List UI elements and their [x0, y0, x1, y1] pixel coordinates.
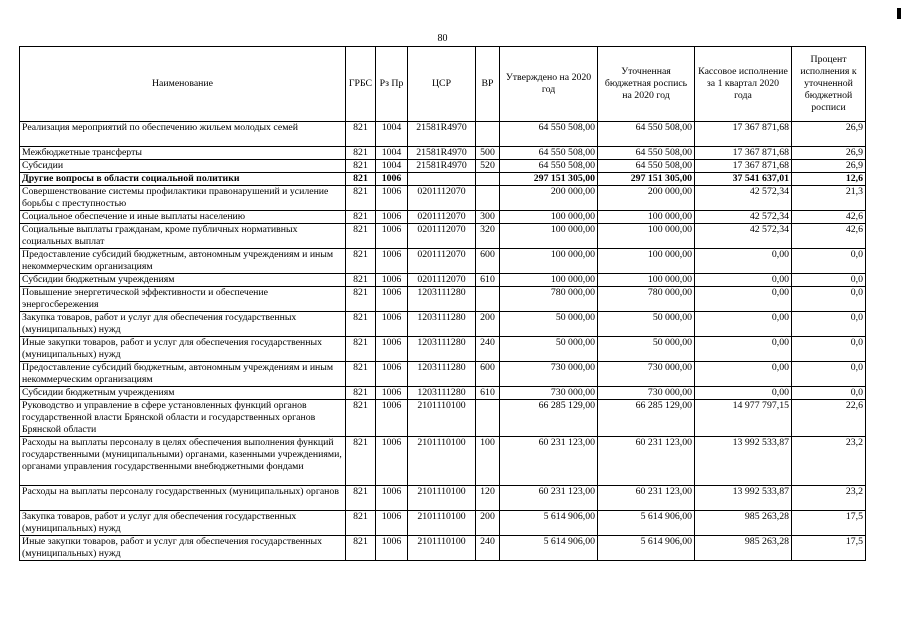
- cell-csr: 2101110100: [408, 400, 476, 437]
- cell-cash: 0,00: [695, 287, 792, 312]
- cell-percent: 26,9: [792, 147, 866, 160]
- cell-vr: 520: [476, 160, 500, 173]
- col-header-csr: ЦСР: [408, 47, 476, 122]
- cell-vr: [476, 122, 500, 147]
- table-row: [20, 173, 866, 186]
- cell-vr: 500: [476, 147, 500, 160]
- col-header-refined: Уточненная бюджетная роспись на 2020 год: [598, 47, 695, 122]
- cell-cash: 17 367 871,68: [695, 147, 792, 160]
- cell-name: Руководство и управление в сфере установленных функций органов государственной власти Брянской области и государственных органов Брянской области: [20, 400, 346, 437]
- cell-refined: 60 231 123,00: [598, 486, 695, 511]
- cell-rzpr: 1006: [376, 486, 408, 511]
- cell-approved: 60 231 123,00: [500, 437, 598, 486]
- cell-rzpr: 1006: [376, 387, 408, 400]
- cell-cash: 0,00: [695, 337, 792, 362]
- cell-approved: 50 000,00: [500, 337, 598, 362]
- cell-csr: 0201112070: [408, 224, 476, 249]
- cell-cash: 42 572,34: [695, 186, 792, 211]
- cell-percent: 26,9: [792, 122, 866, 147]
- cell-csr: 2101110100: [408, 511, 476, 536]
- table-row: [20, 312, 866, 337]
- cell-rzpr: 1006: [376, 287, 408, 312]
- cell-percent: 23,2: [792, 486, 866, 511]
- cell-refined: 100 000,00: [598, 211, 695, 224]
- cell-name: Расходы на выплаты персоналу государственных (муниципальных) органов: [20, 486, 346, 511]
- cell-name: Расходы на выплаты персоналу в целях обеспечения выполнения функций государственными (муниципальными) органами, казенными учреждениями, органами управления государственными внебюджетными фондами: [20, 437, 346, 486]
- cell-grbs: 821: [346, 211, 376, 224]
- cell-csr: 1203111280: [408, 362, 476, 387]
- cell-vr: [476, 287, 500, 312]
- col-header-rzpr: Рз Пр: [376, 47, 408, 122]
- cell-refined: 200 000,00: [598, 186, 695, 211]
- cell-name: Субсидии бюджетным учреждениям: [20, 274, 346, 287]
- cell-csr: 21581R4970: [408, 122, 476, 147]
- cell-vr: 600: [476, 249, 500, 274]
- cell-approved: 730 000,00: [500, 387, 598, 400]
- cell-grbs: 821: [346, 312, 376, 337]
- cell-csr: 0201112070: [408, 249, 476, 274]
- cell-refined: 730 000,00: [598, 387, 695, 400]
- cell-cash: 0,00: [695, 274, 792, 287]
- cell-rzpr: 1006: [376, 536, 408, 561]
- cell-cash: 0,00: [695, 312, 792, 337]
- cell-rzpr: 1004: [376, 122, 408, 147]
- col-header-vr: ВР: [476, 47, 500, 122]
- cell-csr: 0201112070: [408, 186, 476, 211]
- cell-csr: 1203111280: [408, 387, 476, 400]
- cell-approved: 780 000,00: [500, 287, 598, 312]
- cell-grbs: 821: [346, 387, 376, 400]
- cell-rzpr: 1006: [376, 337, 408, 362]
- cell-vr: [476, 173, 500, 186]
- cell-csr: 21581R4970: [408, 147, 476, 160]
- cell-cash: 0,00: [695, 387, 792, 400]
- cell-name: Социальное обеспечение и иные выплаты населению: [20, 211, 346, 224]
- cell-cash: 985 263,28: [695, 511, 792, 536]
- cell-refined: 64 550 508,00: [598, 147, 695, 160]
- cell-cash: 13 992 533,87: [695, 486, 792, 511]
- cell-refined: 5 614 906,00: [598, 511, 695, 536]
- cell-rzpr: 1006: [376, 312, 408, 337]
- cell-cash: 17 367 871,68: [695, 160, 792, 173]
- cell-percent: 0,0: [792, 274, 866, 287]
- cell-rzpr: 1006: [376, 274, 408, 287]
- table-row: [20, 274, 866, 287]
- cell-grbs: 821: [346, 437, 376, 486]
- table-row: [20, 486, 866, 511]
- cell-name: Субсидии бюджетным учреждениям: [20, 387, 346, 400]
- cell-grbs: 821: [346, 400, 376, 437]
- cell-csr: 1203111280: [408, 312, 476, 337]
- cell-vr: 120: [476, 486, 500, 511]
- table-row: [20, 437, 866, 486]
- cell-vr: 610: [476, 387, 500, 400]
- table-row: [20, 387, 866, 400]
- cell-name: Социальные выплаты гражданам, кроме публичных нормативных социальных выплат: [20, 224, 346, 249]
- cell-refined: 100 000,00: [598, 274, 695, 287]
- cell-name: Совершенствование системы профилактики правонарушений и усиление борьбы с преступностью: [20, 186, 346, 211]
- cell-name: Повышение энергетической эффективности и обеспечение энергосбережения: [20, 287, 346, 312]
- table-row: [20, 122, 866, 147]
- cell-rzpr: 1006: [376, 211, 408, 224]
- cell-csr: 1203111280: [408, 287, 476, 312]
- cell-name: Иные закупки товаров, работ и услуг для обеспечения государственных (муниципальных) нужд: [20, 536, 346, 561]
- scan-edge-mark: [897, 8, 901, 19]
- col-header-approved: Утверждено на 2020 год: [500, 47, 598, 122]
- cell-percent: 0,0: [792, 337, 866, 362]
- cell-vr: 320: [476, 224, 500, 249]
- cell-refined: 50 000,00: [598, 337, 695, 362]
- cell-grbs: 821: [346, 249, 376, 274]
- cell-rzpr: 1006: [376, 186, 408, 211]
- cell-approved: 64 550 508,00: [500, 122, 598, 147]
- cell-csr: 0201112070: [408, 274, 476, 287]
- cell-approved: 200 000,00: [500, 186, 598, 211]
- cell-cash: 14 977 797,15: [695, 400, 792, 437]
- cell-vr: [476, 186, 500, 211]
- cell-refined: 730 000,00: [598, 362, 695, 387]
- cell-vr: 610: [476, 274, 500, 287]
- cell-approved: 297 151 305,00: [500, 173, 598, 186]
- cell-csr: 2101110100: [408, 536, 476, 561]
- cell-refined: 60 231 123,00: [598, 437, 695, 486]
- cell-rzpr: 1006: [376, 249, 408, 274]
- table-row: [20, 362, 866, 387]
- page-number: 80: [437, 33, 448, 44]
- cell-approved: 50 000,00: [500, 312, 598, 337]
- cell-vr: 240: [476, 536, 500, 561]
- cell-refined: 66 285 129,00: [598, 400, 695, 437]
- col-header-percent: Процент исполнения к уточненной бюджетной росписи: [792, 47, 866, 122]
- cell-percent: 0,0: [792, 287, 866, 312]
- cell-approved: 100 000,00: [500, 224, 598, 249]
- cell-grbs: 821: [346, 186, 376, 211]
- cell-name: Другие вопросы в области социальной политики: [20, 173, 346, 186]
- table-row: [20, 287, 866, 312]
- cell-percent: 0,0: [792, 249, 866, 274]
- cell-vr: 600: [476, 362, 500, 387]
- cell-name: Иные закупки товаров, работ и услуг для обеспечения государственных (муниципальных) нужд: [20, 337, 346, 362]
- cell-csr: 2101110100: [408, 486, 476, 511]
- cell-approved: 66 285 129,00: [500, 400, 598, 437]
- cell-percent: 26,9: [792, 160, 866, 173]
- cell-grbs: 821: [346, 287, 376, 312]
- cell-cash: 13 992 533,87: [695, 437, 792, 486]
- cell-approved: 64 550 508,00: [500, 147, 598, 160]
- cell-grbs: 821: [346, 173, 376, 186]
- budget-table: [19, 46, 866, 561]
- cell-name: Субсидии: [20, 160, 346, 173]
- col-header-name: Наименование: [20, 47, 346, 122]
- cell-percent: 0,0: [792, 387, 866, 400]
- cell-rzpr: 1006: [376, 362, 408, 387]
- table-row: [20, 536, 866, 561]
- cell-grbs: 821: [346, 511, 376, 536]
- cell-vr: 240: [476, 337, 500, 362]
- cell-approved: 100 000,00: [500, 249, 598, 274]
- cell-name: Межбюджетные трансферты: [20, 147, 346, 160]
- cell-approved: 60 231 123,00: [500, 486, 598, 511]
- cell-csr: 1203111280: [408, 337, 476, 362]
- cell-csr: 2101110100: [408, 437, 476, 486]
- table-row: [20, 337, 866, 362]
- cell-percent: 23,2: [792, 437, 866, 486]
- cell-cash: 17 367 871,68: [695, 122, 792, 147]
- cell-rzpr: 1004: [376, 147, 408, 160]
- cell-grbs: 821: [346, 122, 376, 147]
- table-header-row: [20, 47, 866, 122]
- cell-grbs: 821: [346, 147, 376, 160]
- cell-grbs: 821: [346, 160, 376, 173]
- cell-vr: 100: [476, 437, 500, 486]
- cell-name: Закупка товаров, работ и услуг для обеспечения государственных (муниципальных) нужд: [20, 511, 346, 536]
- cell-rzpr: 1006: [376, 173, 408, 186]
- cell-vr: [476, 400, 500, 437]
- table-row: [20, 400, 866, 437]
- cell-refined: 5 614 906,00: [598, 536, 695, 561]
- cell-rzpr: 1004: [376, 160, 408, 173]
- table-row: [20, 211, 866, 224]
- cell-rzpr: 1006: [376, 224, 408, 249]
- cell-vr: 200: [476, 511, 500, 536]
- cell-csr: [408, 173, 476, 186]
- cell-percent: 12,6: [792, 173, 866, 186]
- cell-name: Закупка товаров, работ и услуг для обеспечения государственных (муниципальных) нужд: [20, 312, 346, 337]
- cell-refined: 64 550 508,00: [598, 160, 695, 173]
- cell-rzpr: 1006: [376, 400, 408, 437]
- cell-approved: 5 614 906,00: [500, 536, 598, 561]
- cell-grbs: 821: [346, 224, 376, 249]
- cell-percent: 42,6: [792, 211, 866, 224]
- cell-name: Предоставление субсидий бюджетным, автономным учреждениям и иным некоммерческим организациям: [20, 362, 346, 387]
- cell-cash: 42 572,34: [695, 224, 792, 249]
- cell-cash: 0,00: [695, 362, 792, 387]
- cell-approved: 730 000,00: [500, 362, 598, 387]
- cell-refined: 100 000,00: [598, 224, 695, 249]
- cell-percent: 17,5: [792, 511, 866, 536]
- table-row: [20, 147, 866, 160]
- cell-cash: 985 263,28: [695, 536, 792, 561]
- cell-rzpr: 1006: [376, 437, 408, 486]
- cell-approved: 100 000,00: [500, 274, 598, 287]
- cell-rzpr: 1006: [376, 511, 408, 536]
- cell-grbs: 821: [346, 337, 376, 362]
- cell-name: Предоставление субсидий бюджетным, автономным учреждениям и иным некоммерческим организациям: [20, 249, 346, 274]
- cell-name: Реализация мероприятий по обеспечению жильем молодых семей: [20, 122, 346, 147]
- cell-csr: 21581R4970: [408, 160, 476, 173]
- cell-cash: 0,00: [695, 249, 792, 274]
- table-body: [20, 122, 866, 561]
- cell-cash: 37 541 637,01: [695, 173, 792, 186]
- cell-grbs: 821: [346, 536, 376, 561]
- cell-cash: 42 572,34: [695, 211, 792, 224]
- cell-percent: 17,5: [792, 536, 866, 561]
- cell-refined: 64 550 508,00: [598, 122, 695, 147]
- cell-percent: 42,6: [792, 224, 866, 249]
- table-row: [20, 186, 866, 211]
- cell-vr: 300: [476, 211, 500, 224]
- cell-grbs: 821: [346, 274, 376, 287]
- cell-grbs: 821: [346, 486, 376, 511]
- cell-approved: 100 000,00: [500, 211, 598, 224]
- cell-percent: 21,3: [792, 186, 866, 211]
- table-row: [20, 224, 866, 249]
- cell-vr: 200: [476, 312, 500, 337]
- table-row: [20, 249, 866, 274]
- col-header-cash: Кассовое исполнение за 1 квартал 2020 года: [695, 47, 792, 122]
- cell-percent: 22,6: [792, 400, 866, 437]
- table-row: [20, 511, 866, 536]
- cell-refined: 780 000,00: [598, 287, 695, 312]
- table-row: [20, 160, 866, 173]
- cell-approved: 64 550 508,00: [500, 160, 598, 173]
- cell-percent: 0,0: [792, 362, 866, 387]
- cell-refined: 50 000,00: [598, 312, 695, 337]
- cell-percent: 0,0: [792, 312, 866, 337]
- cell-csr: 0201112070: [408, 211, 476, 224]
- col-header-grbs: ГРБС: [346, 47, 376, 122]
- cell-grbs: 821: [346, 362, 376, 387]
- cell-refined: 297 151 305,00: [598, 173, 695, 186]
- cell-approved: 5 614 906,00: [500, 511, 598, 536]
- cell-refined: 100 000,00: [598, 249, 695, 274]
